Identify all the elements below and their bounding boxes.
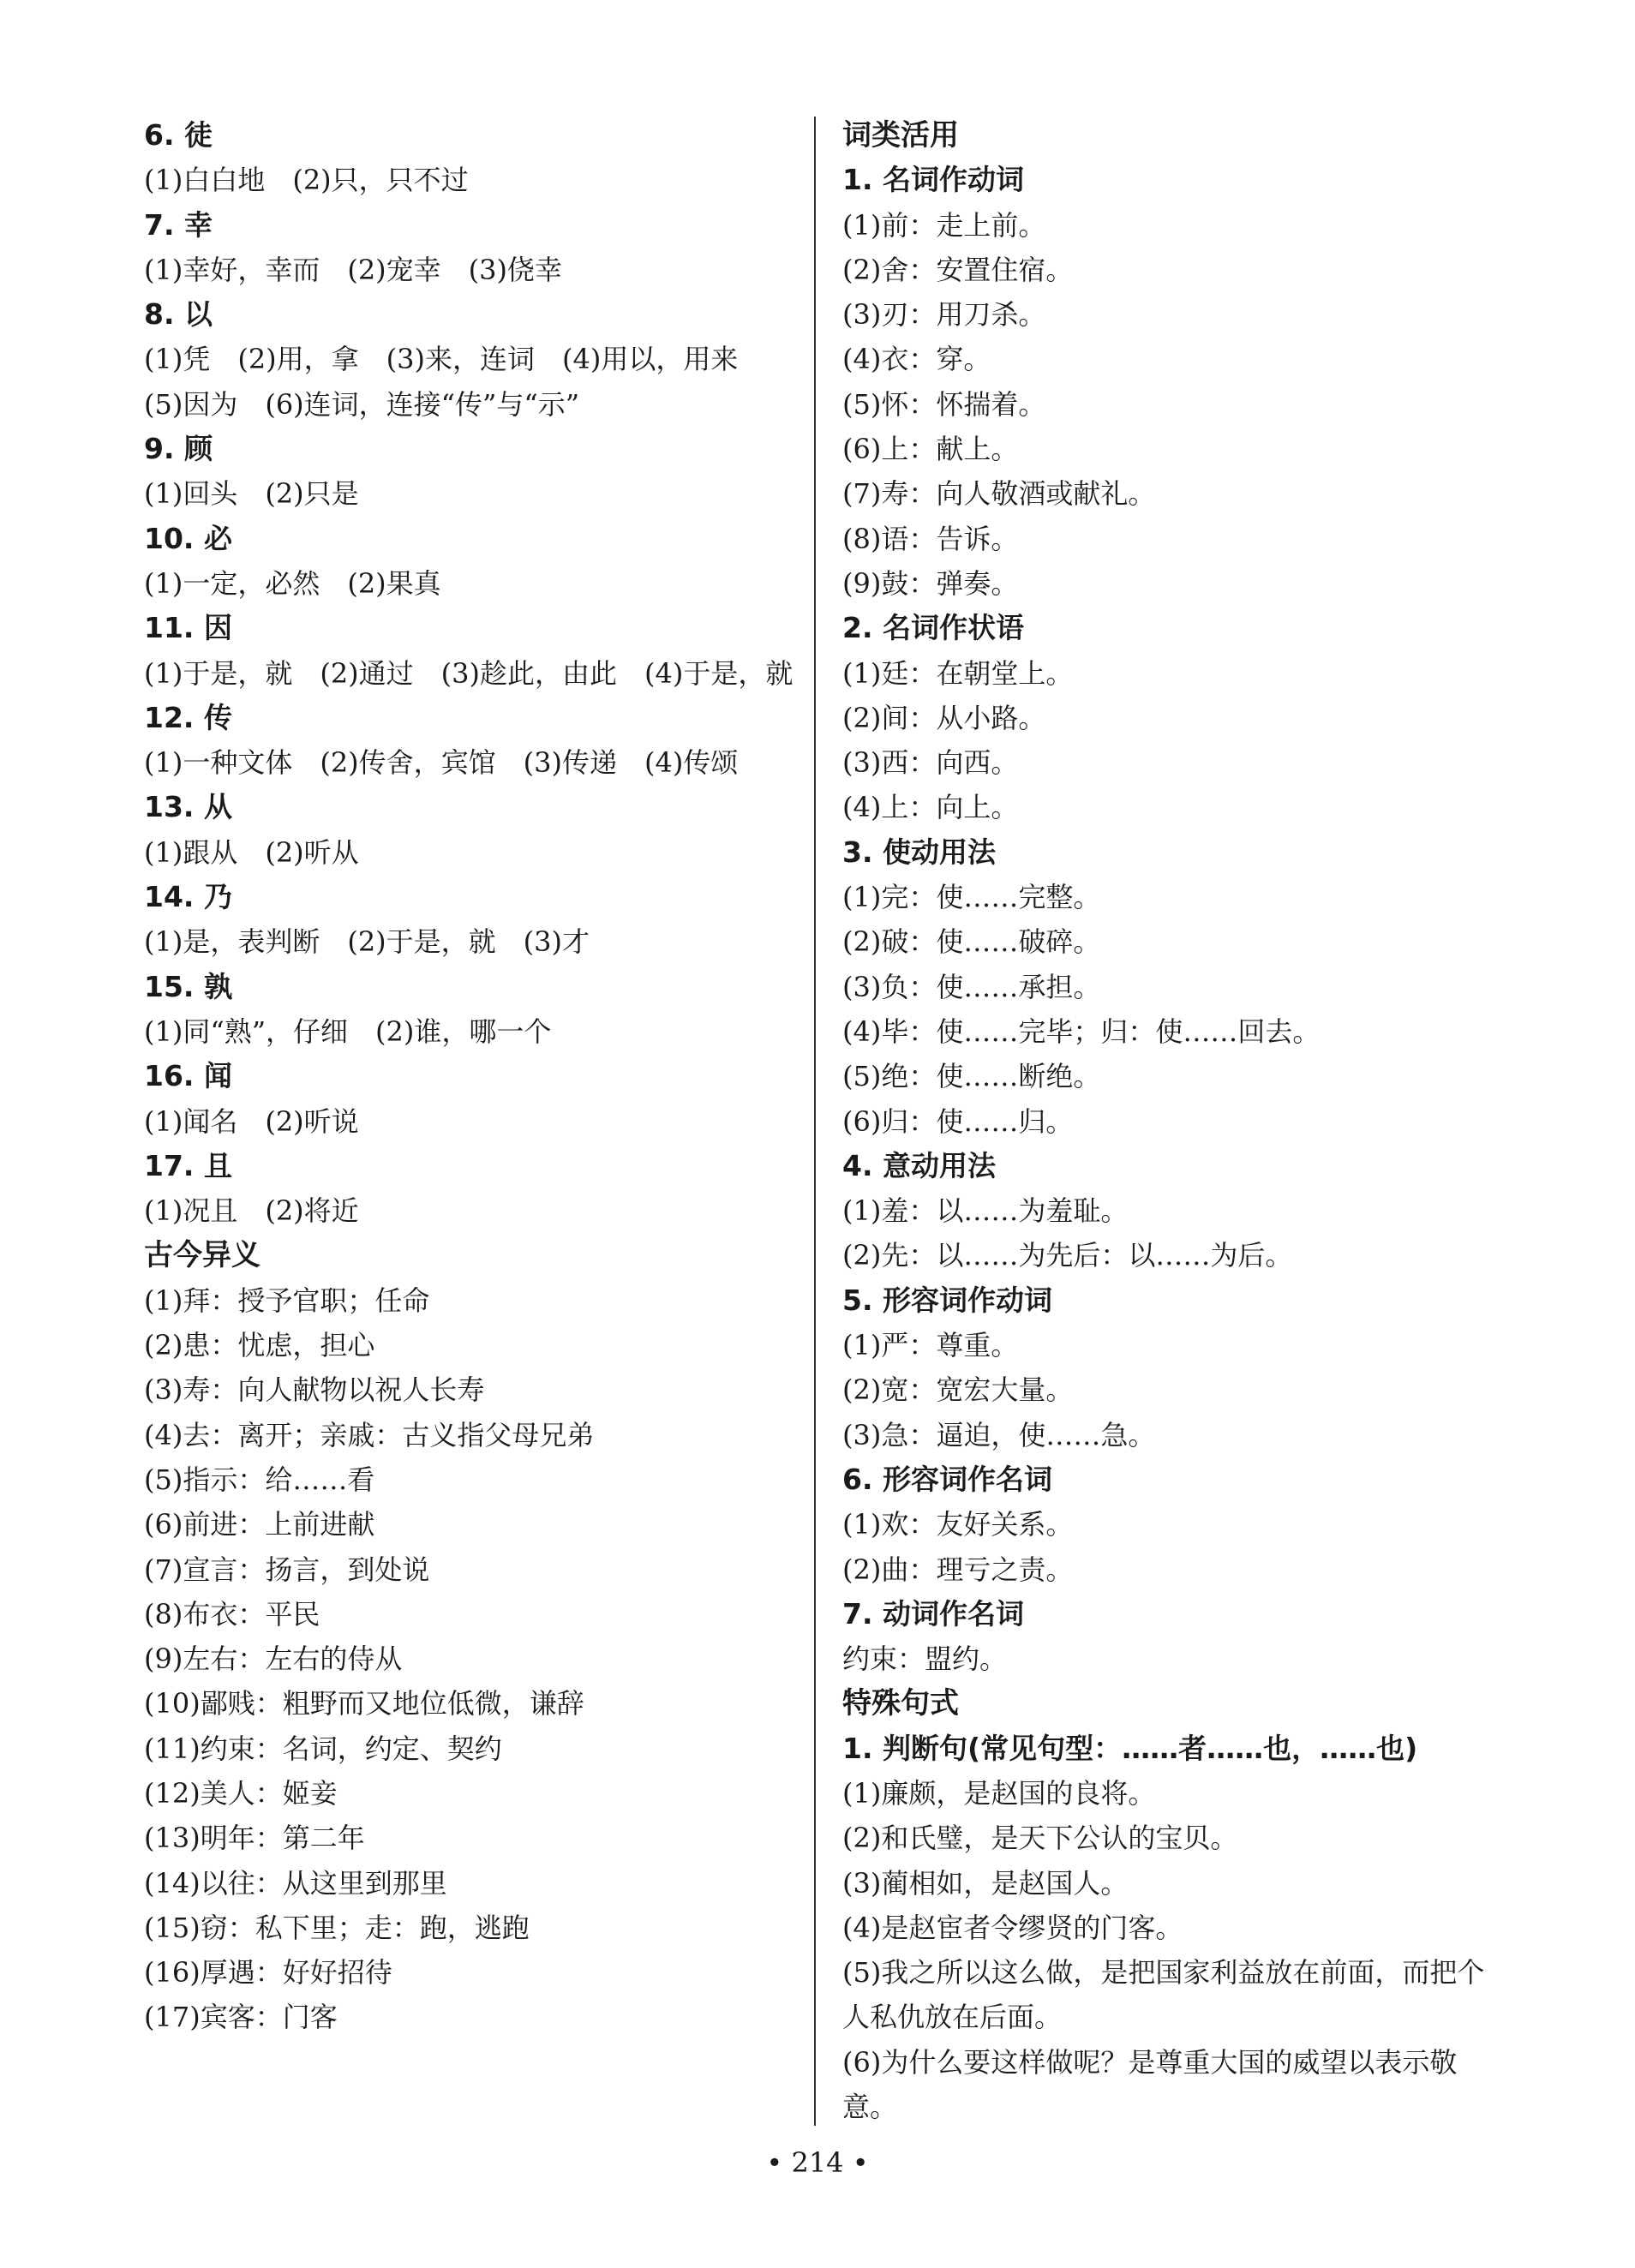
word-meaning: (1)回头 (2)只是 (144, 477, 359, 511)
word-heading: 12. 传 (144, 700, 232, 734)
section-title: 特殊句式 (842, 1686, 959, 1721)
word-meaning: (5)因为 (6)连词，连接“传”与“示” (144, 387, 580, 421)
group-item: (4)衣：穿。 (842, 343, 991, 376)
group-item: (1)廉颇，是赵国的良将。 (842, 1776, 1156, 1810)
word-meaning: (1)一定，必然 (2)果真 (144, 566, 441, 600)
section-title: 词类活用 (842, 118, 959, 153)
group-item: (2)和氏璧，是天下公认的宝贝。 (842, 1822, 1238, 1855)
group-heading: 6. 形容词作名词 (842, 1462, 1052, 1496)
word-heading: 15. 孰 (144, 969, 232, 1003)
group-item: (3)西：向西。 (842, 746, 1019, 780)
group-item: (5)我之所以这么做，是把国家利益放在前面，而把个人私仇放在后面。 (842, 1956, 1485, 2034)
gujin-item: (9)左右：左右的侍从 (144, 1643, 403, 1676)
gujin-item: (8)布衣：平民 (144, 1597, 320, 1631)
word-heading: 16. 闻 (144, 1059, 232, 1093)
group-heading: 3. 使动用法 (842, 835, 996, 869)
group-item: (6)为什么要这样做呢？是尊重大国的威望以表示敬意。 (842, 2045, 1458, 2124)
gujin-item: (4)去：离开；亲戚：古义指父母兄弟 (144, 1418, 595, 1451)
word-meaning: (1)跟从 (2)听从 (144, 835, 359, 869)
group-item: (2)舍：安置住宿。 (842, 253, 1074, 286)
page-number: • 214 • (766, 2146, 869, 2179)
gujin-item: (17)宾客：门客 (144, 2001, 338, 2034)
word-heading: 14. 乃 (144, 880, 232, 914)
gujin-item: (5)指示：给……看 (144, 1463, 375, 1496)
group-item: (3)蔺相如，是赵国人。 (842, 1866, 1129, 1900)
group-item: (1)前：走上前。 (842, 208, 1046, 242)
word-heading: 11. 因 (144, 611, 232, 645)
group-heading: 1. 名词作动词 (842, 163, 1024, 197)
group-item: (5)怀：怀揣着。 (842, 387, 1046, 421)
group-item: (1)廷：在朝堂上。 (842, 656, 1074, 690)
group-item: (6)上：献上。 (842, 433, 1019, 466)
group-item: (3)刃：用刀杀。 (842, 298, 1046, 332)
group-heading: 4. 意动用法 (842, 1148, 996, 1182)
word-heading: 8. 以 (144, 297, 213, 332)
group-item: (1)完：使……完整。 (842, 881, 1101, 914)
word-meaning: (1)闻名 (2)听说 (144, 1104, 359, 1138)
word-meaning: (1)一种文体 (2)传舍，宾馆 (3)传递 (4)传颂 (144, 746, 739, 780)
group-item: (2)先：以……为先后：以……为后。 (842, 1239, 1293, 1272)
group-heading: 2. 名词作状语 (842, 611, 1024, 645)
group-heading: 7. 动词作名词 (842, 1596, 1024, 1631)
word-heading: 9. 顾 (144, 432, 213, 466)
word-meaning: (1)是，表判断 (2)于是，就 (3)才 (144, 925, 590, 959)
gujin-item: (13)明年：第二年 (144, 1822, 365, 1855)
gujin-item: (7)宣言：扬言，到处说 (144, 1553, 430, 1586)
gujin-item: (15)窃：私下里；走：跑，逃跑 (144, 1911, 530, 1944)
group-item: (3)急：逼迫，使……急。 (842, 1418, 1156, 1451)
group-item: (1)羞：以……为羞耻。 (842, 1194, 1129, 1228)
group-item: (4)是赵宦者令缪贤的门客。 (842, 1911, 1183, 1944)
gujin-item: (12)美人：姬妾 (144, 1776, 338, 1810)
group-item: (4)毕：使……完毕；归：使……回去。 (842, 1014, 1321, 1048)
group-item: (2)宽：宽宏大量。 (842, 1373, 1074, 1407)
gujin-item: (16)厚遇：好好招待 (144, 1956, 392, 1990)
group-item: (5)绝：使……断绝。 (842, 1060, 1101, 1093)
right-column (842, 113, 1494, 2129)
gujin-item: (2)患：忧虑，担心 (144, 1329, 375, 1362)
group-item: (8)语：告诉。 (842, 522, 1019, 555)
word-meaning: (1)同“熟”，仔细 (2)谁，哪一个 (144, 1014, 552, 1048)
word-heading: 13. 从 (144, 790, 232, 824)
word-heading: 10. 必 (144, 521, 232, 555)
word-heading: 6. 徒 (144, 118, 213, 152)
gujin-item: (6)前进：上前进献 (144, 1508, 375, 1541)
word-meaning: (1)况且 (2)将近 (144, 1194, 359, 1228)
group-item: (6)归：使……归。 (842, 1104, 1074, 1138)
gujin-item: (14)以往：从这里到那里 (144, 1866, 447, 1900)
word-heading: 17. 且 (144, 1148, 232, 1182)
word-meaning: (1)凭 (2)用，拿 (3)来，连词 (4)用以，用来 (144, 343, 739, 376)
gujin-item: (10)鄙贱：粗野而又地位低微，谦辞 (144, 1687, 584, 1720)
column-divider (814, 117, 816, 2126)
section-title: 古今异义 (144, 1238, 261, 1273)
group-item: (1)严：尊重。 (842, 1329, 1019, 1362)
gujin-item: (11)约束：名词，约定、契约 (144, 1732, 502, 1765)
group-item: (1)欢：友好关系。 (842, 1508, 1074, 1541)
left-column (144, 113, 795, 2040)
group-heading: 1. 判断句(常见句型：……者……也，……也) (842, 1731, 1418, 1765)
gujin-item: (1)拜：授予官职；任命 (144, 1284, 430, 1317)
group-item: (2)间：从小路。 (842, 701, 1046, 734)
group-item: (4)上：向上。 (842, 791, 1019, 824)
group-item: (2)曲：理亏之责。 (842, 1553, 1074, 1586)
group-item: (2)破：使……破碎。 (842, 925, 1101, 959)
word-meaning: (1)于是，就 (2)通过 (3)趁此，由此 (4)于是，就 (144, 656, 794, 690)
gujin-item: (3)寿：向人献物以祝人长寿 (144, 1373, 485, 1407)
word-meaning: (1)白白地 (2)只，只不过 (144, 164, 469, 197)
group-heading: 5. 形容词作动词 (842, 1283, 1052, 1317)
group-item: (9)鼓：弹奏。 (842, 566, 1019, 600)
group-item: (3)负：使……承担。 (842, 970, 1101, 1003)
group-item: 约束：盟约。 (842, 1643, 1008, 1676)
word-meaning: (1)幸好，幸而 (2)宠幸 (3)侥幸 (144, 253, 562, 286)
group-item: (7)寿：向人敬酒或献礼。 (842, 477, 1156, 511)
word-heading: 7. 幸 (144, 207, 213, 242)
